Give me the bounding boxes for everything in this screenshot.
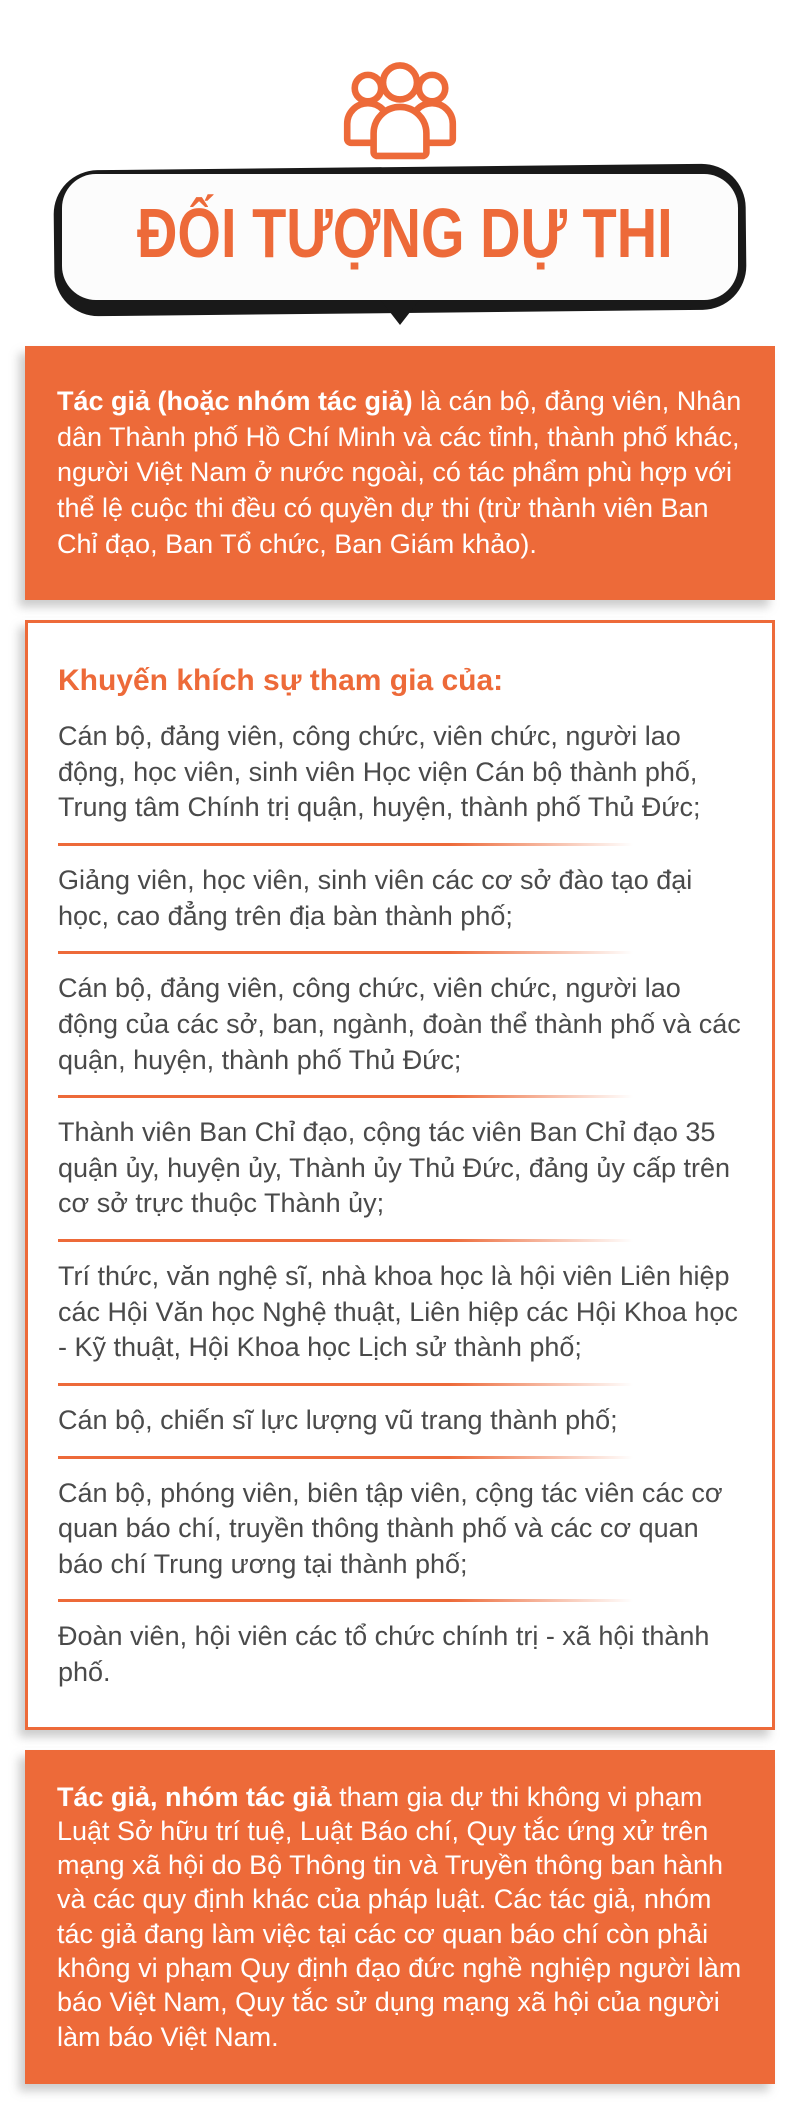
rules-box	[25, 1750, 775, 2084]
people-group-icon	[334, 50, 466, 162]
divider	[58, 1456, 633, 1459]
intro-text: là cán bộ, đảng viên, Nhân dân Thành phố Hồ Chí Minh và các tỉnh, thành phố khác, người Việt Nam ở nước ngoài, có tác phẩm phù hợp với thể lệ cuộc thi đều có quyền dự thi (trừ thành viên Ban Chỉ đạo, Ban Tổ chức, Ban Giám khảo).	[57, 386, 742, 559]
title-banner	[62, 174, 738, 300]
list-item: Cán bộ, chiến sĩ lực lượng vũ trang thành phố;	[58, 1404, 618, 1435]
banner-plate	[62, 174, 738, 300]
divider	[58, 1599, 633, 1602]
divider	[58, 1239, 633, 1242]
list-item: Trí thức, văn nghệ sĩ, nhà khoa học là hội viên Liên hiệp các Hội Văn học Nghệ thuật, Liên hiệp các Hội Khoa học - Kỹ thuật, Hội Khoa học Lịch sử thành phố;	[58, 1261, 738, 1363]
intro-box	[25, 346, 775, 600]
rules-lead: Tác giả, nhóm tác giả	[57, 1781, 332, 1812]
banner-pointer	[379, 298, 421, 325]
divider	[58, 843, 633, 846]
list-item: Cán bộ, đảng viên, công chức, viên chức, người lao động của các sở, ban, ngành, đoàn thể thành phố và các quận, huyện, thành phố Thủ Đức;	[58, 973, 741, 1075]
intro-lead: Tác giả (hoặc nhóm tác giả)	[57, 386, 413, 416]
page-title: ĐỐI TƯỢNG DỰ THI	[136, 194, 673, 272]
divider	[58, 951, 633, 954]
list-item: Giảng viên, học viên, sinh viên các cơ sở đào tạo đại học, cao đẳng trên địa bàn thành phố;	[58, 865, 693, 931]
header-icon-wrap	[0, 0, 800, 162]
list-item: Thành viên Ban Chỉ đạo, cộng tác viên Ban Chỉ đạo 35 quận ủy, huyện ủy, Thành ủy Thủ Đức, đảng ủy cấp trên cơ sở trực thuộc Thành ủy;	[58, 1117, 731, 1219]
list-item: Cán bộ, phóng viên, biên tập viên, cộng tác viên các cơ quan báo chí, truyền thông thành phố và các cơ quan báo chí Trung ương tại thành phố;	[58, 1477, 723, 1579]
encourage-box	[25, 620, 775, 1730]
rules-text: tham gia dự thi không vi phạm Luật Sở hữu trí tuệ, Luật Báo chí, Quy tắc ứng xử trên mạng xã hội do Bộ Thông tin và Truyền thông ban hành và các quy định khác của pháp luật. Các tác giả, nhóm tác giả đang làm việc tại các cơ quan báo chí còn phải không vi phạm Quy định đạo đức nghề nghiệp người làm báo Việt Nam, Quy tắc sử dụng mạng xã hội của người làm báo Việt Nam.	[57, 1781, 742, 2052]
encourage-heading: Khuyến khích sự tham gia của:	[58, 664, 504, 698]
divider	[58, 1095, 633, 1098]
list-item: Đoàn viên, hội viên các tổ chức chính trị - xã hội thành phố.	[58, 1621, 710, 1687]
list-item: Cán bộ, đảng viên, công chức, viên chức, người lao động, học viên, sinh viên Học viện Cán bộ thành phố, Trung tâm Chính trị quận, huyện, thành phố Thủ Đức;	[58, 721, 701, 823]
divider	[58, 1383, 633, 1386]
